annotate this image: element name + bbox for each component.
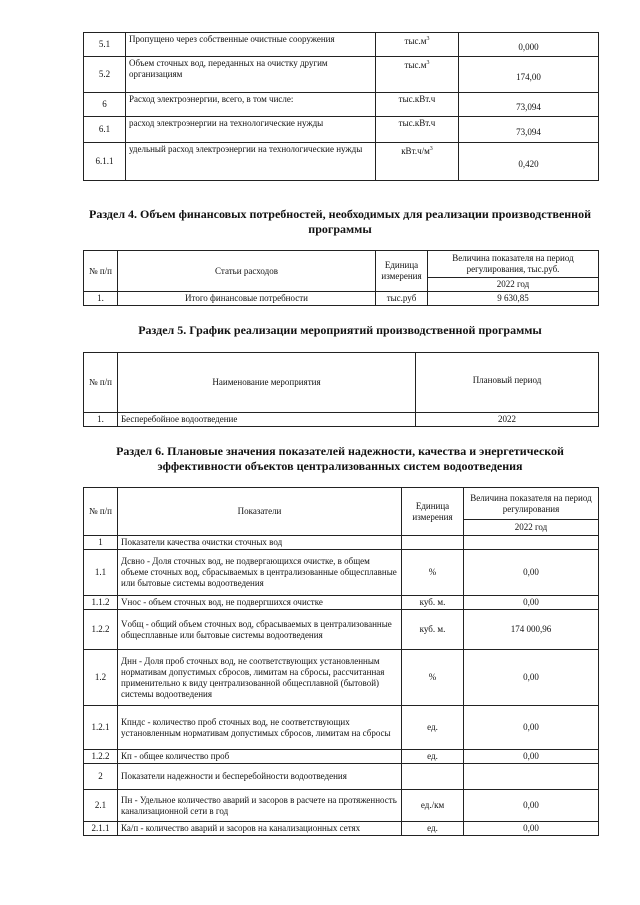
row-number: 1.2.1	[84, 706, 118, 750]
row-unit: $кВт.ч/м^3$	[376, 143, 459, 181]
header-number: № п/п	[84, 488, 118, 536]
header-number: № п/п	[84, 251, 118, 292]
table-row	[84, 550, 599, 596]
row-value	[464, 536, 599, 550]
row-value: 9 630,85	[428, 292, 599, 306]
row-number: 6	[84, 93, 126, 117]
row-value: 0,000	[459, 33, 599, 57]
header-item: Наименование мероприятия	[118, 353, 416, 413]
header-unit: Единица измерения	[376, 251, 428, 292]
row-item: Бесперебойное водоотведение	[118, 413, 416, 427]
row-item: Показатели надежности и бесперебойности водоотведения	[118, 764, 402, 790]
table-row	[84, 822, 599, 836]
row-item: Показатели качества очистки сточных вод	[118, 536, 402, 550]
row-number: 6.1	[84, 117, 126, 143]
row-unit	[402, 536, 464, 550]
row-name: Объем сточных вод, переданных на очистку другим организациям	[126, 57, 376, 93]
header-period: Плановый период	[416, 353, 599, 413]
indicators-continuation-table	[83, 32, 599, 181]
row-value: 0,00	[464, 706, 599, 750]
table-row	[84, 610, 599, 650]
header-value: Величина показателя на период регулирования	[464, 488, 599, 520]
table-header-row	[84, 353, 599, 413]
row-unit: %	[402, 650, 464, 706]
row-unit: куб. м.	[402, 596, 464, 610]
row-name: Расход электроэнергии, всего, в том числе:	[126, 93, 376, 117]
row-name: расход электроэнергии на технологические нужды	[126, 117, 376, 143]
table-row	[84, 117, 599, 143]
row-number: 1.	[84, 413, 118, 427]
table-row	[84, 790, 599, 822]
section-6-title: Раздел 6. Плановые значения показателей надежности, качества и энергетической эффективности объектов централизованных систем водоотведения	[116, 444, 564, 473]
header-number: № п/п	[84, 353, 118, 413]
row-unit: куб. м.	[402, 610, 464, 650]
row-value: 0,00	[464, 822, 599, 836]
table-row	[84, 706, 599, 750]
table-row	[84, 650, 599, 706]
row-unit: %	[402, 550, 464, 596]
row-unit: ед.	[402, 706, 464, 750]
header-value: Величина показателя на период регулирования, тыс.руб.	[428, 251, 599, 278]
table-row	[84, 57, 599, 93]
financial-needs-table	[83, 250, 599, 306]
header-year: 2022 год	[428, 278, 599, 292]
row-value: 73,094	[459, 93, 599, 117]
row-item: Vобщ - общий объем сточных вод, сбрасываемых в централизованные общесплавные или бытовые системы водоотведения	[118, 610, 402, 650]
row-item: Днн - Доля проб сточных вод, не соответствующих установленным нормативам допустимых сбросов, лимитам на сбросы, рассчитанная применительно к виду централизованной общесплавной (бытовой) системы водоотведения	[118, 650, 402, 706]
row-value: 0,420	[459, 143, 599, 181]
section-4-title: Раздел 4. Объем финансовых потребностей, необходимых для реализации производственной программы	[88, 207, 592, 236]
table-row	[84, 596, 599, 610]
row-number: 2.1	[84, 790, 118, 822]
row-value: 0,00	[464, 550, 599, 596]
row-item: Итого финансовые потребности	[118, 292, 376, 306]
row-value: 0,00	[464, 750, 599, 764]
row-item: Кп - общее количество проб	[118, 750, 402, 764]
row-number: 2	[84, 764, 118, 790]
row-unit: ед.	[402, 750, 464, 764]
row-number: 1.1	[84, 550, 118, 596]
row-number: 1	[84, 536, 118, 550]
row-value: 73,094	[459, 117, 599, 143]
header-item: Показатели	[118, 488, 402, 536]
activities-schedule-table	[83, 352, 599, 427]
row-item: Дсвно - Доля сточных вод, не подвергающихся очистке, в общем объеме сточных вод, сбрасываемых в централизованные общесплавные или бытовые системы водоотведения	[118, 550, 402, 596]
header-unit: Единица измерения	[402, 488, 464, 536]
row-name: Пропущено через собственные очистные сооружения	[126, 33, 376, 57]
table-header-row	[84, 488, 599, 520]
row-number: 1.1.2	[84, 596, 118, 610]
section-5-title: Раздел 5. График реализации мероприятий производственной программы	[138, 323, 542, 337]
row-unit: $тыс.м^3$	[376, 33, 459, 57]
header-item: Статьи расходов	[118, 251, 376, 292]
reliability-indicators-table	[83, 487, 599, 836]
row-unit	[402, 764, 464, 790]
row-item: Ка/п - количество аварий и засоров на канализационных сетях	[118, 822, 402, 836]
row-number: 2.1.1	[84, 822, 118, 836]
row-number: 1.2.2	[84, 750, 118, 764]
row-value: 0,00	[464, 596, 599, 610]
row-value: 174,00	[459, 57, 599, 93]
row-period: 2022	[416, 413, 599, 427]
row-unit: тыс.руб	[376, 292, 428, 306]
row-value: 174 000,96	[464, 610, 599, 650]
table-row	[84, 413, 599, 427]
row-number: 5.2	[84, 57, 126, 93]
row-item: Пн - Удельное количество аварий и засоров в расчете на протяженность канализационной сети в год	[118, 790, 402, 822]
table-row	[84, 143, 599, 181]
table-row	[84, 33, 599, 57]
row-item: Кпндс - количество проб сточных вод, не соответствующих установленным нормативам допустимых сбросов, лимитам на сбросы	[118, 706, 402, 750]
row-value: 0,00	[464, 790, 599, 822]
table-row	[84, 292, 599, 306]
header-year: 2022 год	[464, 520, 599, 536]
row-unit: тыс.кВт.ч	[376, 93, 459, 117]
row-unit: тыс.кВт.ч	[376, 117, 459, 143]
row-number: 6.1.1	[84, 143, 126, 181]
row-unit: ед.	[402, 822, 464, 836]
row-item: Vнос - объем сточных вод, не подвергшихся очистке	[118, 596, 402, 610]
row-unit: $тыс.м^3$	[376, 57, 459, 93]
row-value: 0,00	[464, 650, 599, 706]
table-row	[84, 536, 599, 550]
row-value	[464, 764, 599, 790]
table-header-row	[84, 251, 599, 278]
row-unit: ед./км	[402, 790, 464, 822]
row-number: 1.2.2	[84, 610, 118, 650]
table-row	[84, 764, 599, 790]
row-number: 1.2	[84, 650, 118, 706]
row-number: 1.	[84, 292, 118, 306]
row-name: удельный расход электроэнергии на технологические нужды	[126, 143, 376, 181]
row-number: 5.1	[84, 33, 126, 57]
table-row	[84, 750, 599, 764]
table-row	[84, 93, 599, 117]
